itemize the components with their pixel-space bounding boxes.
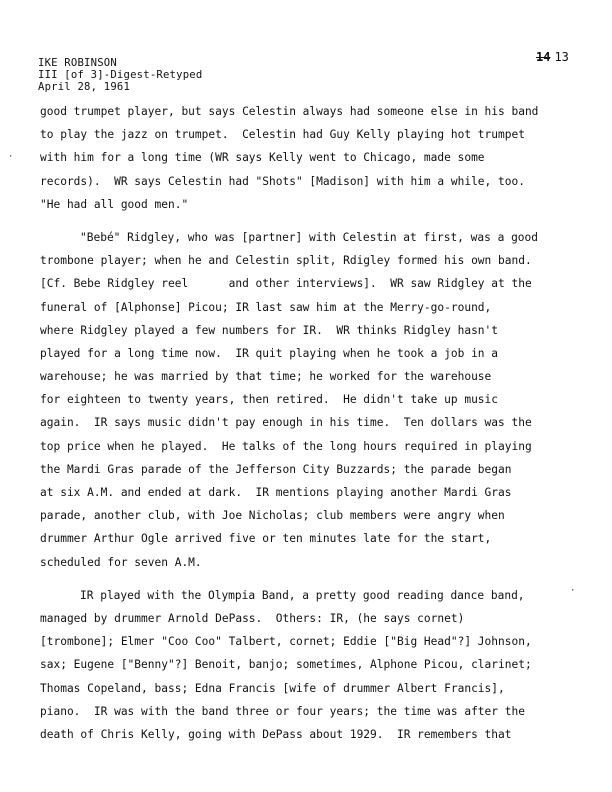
text-line: records). WR says Celestin had "Shots" [Madison] with him a while, too. (40, 174, 525, 188)
text-line: funeral of [Alphonse] Picou; IR last saw him at the Merry-go-round, (40, 300, 492, 314)
text-line: the Mardi Gras parade of the Jefferson City Buzzards; the parade began (40, 462, 512, 476)
paragraph-1 (40, 100, 600, 216)
text-line: sax; Eugene ["Benny"?] Benoit, banjo; sometimes, Alphone Picou, clarinet; (40, 658, 532, 672)
page-number (536, 50, 569, 64)
interviewee-name: IKE ROBINSON (38, 57, 117, 69)
text-line: for eighteen to twenty years, then retired. He didn't take up music (40, 393, 499, 407)
text-line: scheduled for seven A.M. (40, 555, 202, 569)
reel-info: III [of 3]-Digest-Retyped (38, 69, 203, 81)
struck-page-number: 14 (536, 50, 551, 64)
text-line: [trombone]; Elmer "Coo Coo" Talbert, cornet; Eddie ["Big Head"?] Johnson, (40, 635, 532, 649)
text-line: played for a long time now. IR quit playing when he took a job in a (40, 346, 499, 360)
text-line: death of Chris Kelly, going with DePass about 1929. IR remembers that (40, 727, 512, 741)
text-line: "He had all good men." (40, 197, 189, 211)
text-line: top price when he played. He talks of the long hours required in playing (40, 439, 532, 453)
text-line: piano. IR was with the band three or four years; the time was after the (40, 704, 525, 718)
text-line: Thomas Copeland, bass; Edna Francis [wife of drummer Albert Francis], (40, 681, 505, 695)
text-line: trombone player; when he and Celestin split, Rdigley formed his own band. (40, 254, 532, 268)
paragraph-3 (40, 584, 600, 746)
page-number-value: 13 (554, 50, 569, 64)
text-line: managed by drummer Arnold DePass. Others: IR, (he says cornet) (40, 611, 465, 625)
paragraph-2 (40, 226, 600, 574)
text-line: [Cf. Bebe Ridgley reel and other interviews]. WR saw Ridgley at the (40, 277, 532, 291)
text-line: parade, another club, with Joe Nicholas; club members were angry when (40, 509, 505, 523)
text-line: warehouse; he was married by that time; he worked for the warehouse (40, 370, 492, 384)
text-line: IR played with the Olympia Band, a pretty good reading dance band, (80, 588, 525, 602)
text-line: good trumpet player, but says Celestin always had someone else in his band (40, 105, 539, 118)
text-line: with him for a long time (WR says Kelly went to Chicago, made some (40, 151, 485, 165)
transcript-body (40, 100, 600, 746)
text-line: at six A.M. and ended at dark. IR mentions playing another Mardi Gras (40, 486, 512, 499)
margin-speck: · (570, 586, 576, 596)
interview-date: April 28, 1961 (38, 81, 131, 93)
document-header (38, 57, 202, 93)
margin-speck: · (8, 152, 14, 162)
text-line: drummer Arthur Ogle arrived five or ten minutes late for the start, (40, 532, 492, 546)
text-line: where Ridgley played a few numbers for IR. WR thinks Ridgley hasn't (40, 323, 499, 337)
text-line: again. IR says music didn't pay enough in his time. Ten dollars was the (40, 416, 532, 430)
text-line: to play the jazz on trumpet. Celestin had Guy Kelly playing hot trumpet (40, 128, 525, 142)
text-line: "Bebé" Ridgley, who was [partner] with Celestin at first, was a good (80, 230, 539, 244)
